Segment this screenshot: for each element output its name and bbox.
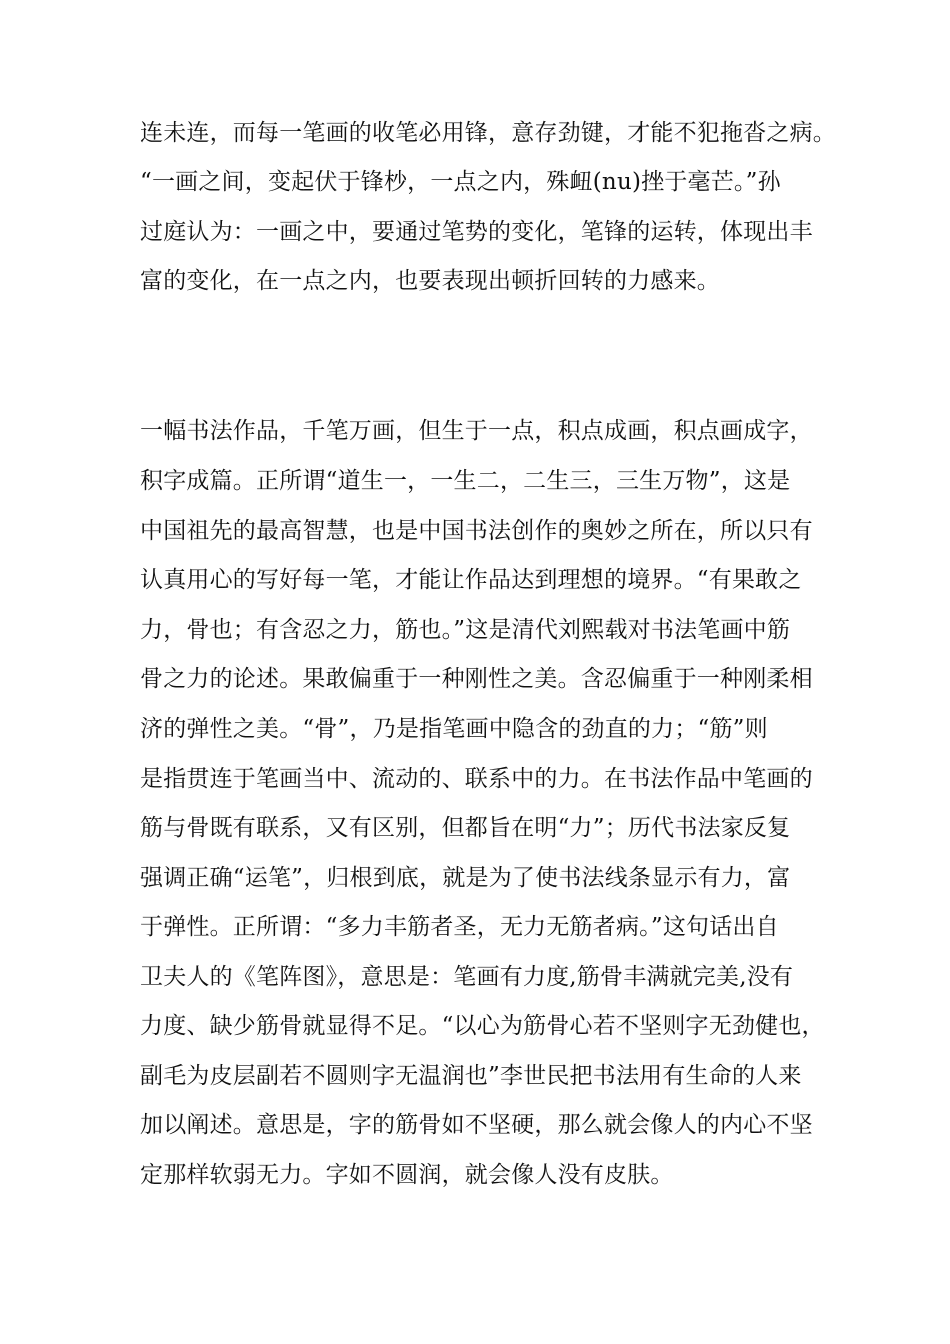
paragraph-line: 过庭认为：一画之中，要通过笔势的变化，笔锋的运转，体现出丰 [140, 219, 813, 245]
paragraph-line: 骨之力的论述。果敢偏重于一种刚性之美。含忍偏重于一种刚柔相 [140, 666, 813, 692]
paragraph-line: 筋与骨既有联系，又有区别，但都旨在明“力”；历代书法家反复 [140, 815, 791, 841]
paragraph-line: 一幅书法作品，千笔万画，但生于一点，积点成画，积点画成字， [140, 418, 813, 444]
paragraph-line: 强调正确“运笔”，归根到底，就是为了使书法线条显示有力，富 [140, 865, 791, 891]
paragraph-line: 定那样软弱无力。字如不圆润，就会像人没有皮肤。 [140, 1162, 674, 1188]
paragraph-line: 济的弹性之美。“骨”，乃是指笔画中隐含的劲直的力；“筋”则 [140, 716, 768, 742]
paragraph-line: 于弹性。正所谓：“多力丰筋者圣，无力无筋者病。”这句话出自 [140, 914, 779, 940]
paragraph-line: 积字成篇。正所谓“道生一，一生二，二生三，三生万物”，这是 [140, 468, 791, 494]
paragraph-line: 力，骨也；有含忍之力，筋也。”这是清代刘熙载对书法笔画中筋 [140, 617, 791, 643]
paragraph-line: 是指贯连于笔画当中、流动的、联系中的力。在书法作品中笔画的 [140, 766, 813, 792]
paragraph-line: 认真用心的写好每一笔，才能让作品达到理想的境界。“有果敢之 [140, 567, 802, 593]
paragraph-line: 副毛为皮层副若不圆则字无温润也”李世民把书法用有生命的人来 [140, 1063, 802, 1089]
paragraph-line: 富的变化，在一点之内，也要表现出顿折回转的力感来。 [140, 268, 720, 294]
paragraph-line: 力度、缺少筋骨就显得不足。“以心为筋骨心若不坚则字无劲健也， [140, 1013, 825, 1039]
paragraph-line: “一画之间，变起伏于锋杪，一点之内，殊衄(nu)挫于毫芒。”孙 [140, 169, 781, 195]
paragraph-line: 卫夫人的《笔阵图》，意思是：笔画有力度,筋骨丰满就完美,没有 [140, 964, 794, 990]
paragraph-line: 加以阐述。意思是，字的筋骨如不坚硬，那么就会像人的内心不坚 [140, 1112, 813, 1138]
paragraph-line: 连未连，而每一笔画的收笔必用锋，意存劲键，才能不犯拖沓之病。 [140, 120, 836, 146]
paragraph-line: 中国祖先的最高智慧，也是中国书法创作的奥妙之所在，所以只有 [140, 518, 813, 544]
